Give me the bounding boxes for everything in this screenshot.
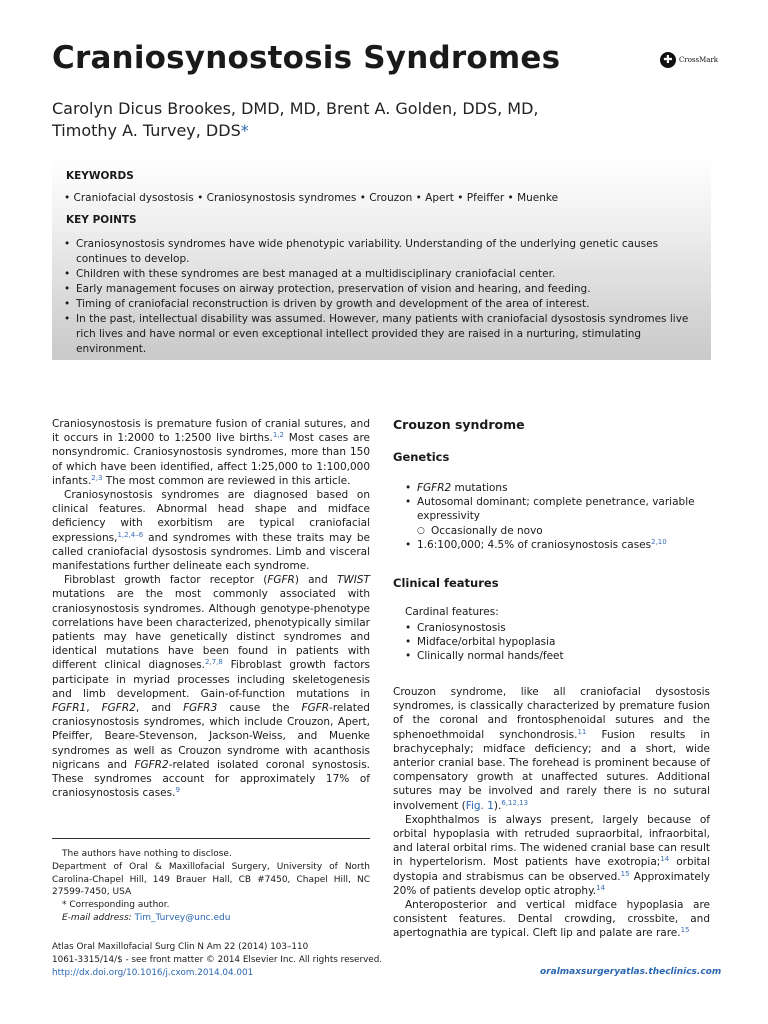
- citation-ref[interactable]: 2,10: [651, 537, 667, 546]
- key-point: • Timing of craniofacial reconstruction is driven by growth and development of the area of interest.: [64, 297, 704, 312]
- list-item: • FGFR2 mutations: [405, 481, 710, 495]
- citation-ref[interactable]: 15: [680, 926, 690, 935]
- corresponding-note: * Corresponding author.: [62, 900, 170, 911]
- keywords-box: [52, 158, 711, 360]
- key-point: • Craniosynostosis syndromes have wide phenotypic variability. Understanding of the underlying genetic causes continues to develop.: [64, 237, 704, 267]
- email-link[interactable]: Tim_Turvey@unc.edu: [134, 912, 231, 923]
- key-points-list: [64, 237, 704, 357]
- citation-ref[interactable]: 14: [596, 883, 606, 892]
- authors-line-2: [52, 120, 652, 142]
- crossmark-icon: ✚: [660, 52, 676, 68]
- list-item: • Craniosynostosis: [405, 621, 705, 635]
- paragraph-exophthalmos: Exophthalmos is always present, largely because of orbital hypoplasia with retruded supraorbital, infraorbital, and lateral orbital rims. The widened cranial base can result in hypertelorism. Most patients have exotropia;$^{14}$ orbital dystopia and strabismus can be observed.$^{15}$ Approximately 20% of patients develop optic atrophy.$^{14}$: [393, 813, 711, 897]
- paragraph-intro: Craniosynostosis is premature fusion of cranial sutures, and it occurs in 1:2000 to 1:2500 live births.$^{1,2}$ Most cases are nonsyndromic. Craniosynostosis syndromes, more than 150 of which have been identified, affect 1:25,000 to 1:100,000 infants.$^{2,3}$ The most common are reviewed in this article.: [52, 418, 370, 487]
- genetics-list: [405, 481, 710, 552]
- key-point: • Early management focuses on airway protection, preservation of vision and hearing, and feeding.: [64, 282, 704, 297]
- email-line: [52, 912, 370, 925]
- key-points-heading: KEY POINTS: [66, 214, 137, 226]
- figure-link[interactable]: Fig. 1: [465, 799, 494, 812]
- citation-ref[interactable]: 9: [175, 786, 180, 795]
- right-column-body: [393, 685, 710, 941]
- subheading-clinical-features: Clinical features: [393, 576, 499, 590]
- paragraph-crouzon-sutures: Crouzon syndrome, like all craniofacial dysostosis syndromes, is classically characterized by premature fusion of the coronal and frontosphenoidal sutures and the sphenoethmoidal synchondrosis.$^{11}$ Fusion results in brachycephaly; midface deficiency; and a short, wide anterior cranial base. The forehead is prominent because of compensatory growth at unaffected sutures. Additional sutures may be involved and rarely there is no sutural involvement (Fig. 1).$^{6,12,13}$: [393, 686, 710, 812]
- paragraph-midface: Anteroposterior and vertical midface hypoplasia are consistent features. Dental crowding, crossbite, and apertognathia are typical. Cleft lip and palate are rare.$^{15}$: [393, 899, 710, 940]
- citation-ref[interactable]: 11: [577, 727, 587, 736]
- crossmark-badge[interactable]: [660, 52, 718, 68]
- cardinal-features-list: [405, 621, 705, 664]
- section-heading-crouzon: Crouzon syndrome: [393, 417, 525, 432]
- corresponding-author-mark[interactable]: *: [240, 121, 249, 140]
- key-point: • In the past, intellectual disability was assumed. However, many patients with craniofacial dysostosis syndromes live rich lives and have normal or even exceptional intellect provided they are raised in a nurturing, stimulating environment.: [64, 312, 704, 357]
- keywords-heading: KEYWORDS: [66, 170, 134, 182]
- list-item: • 1.6:100,000; 4.5% of craniosynostosis cases$^{2,10}$: [405, 538, 710, 552]
- journal-website-link[interactable]: oralmaxsurgeryatlas.theclinics.com: [540, 967, 722, 977]
- citation-ref[interactable]: 1,2,4–6: [117, 530, 144, 539]
- journal-citation: Atlas Oral Maxillofacial Surg Clin N Am 22 (2014) 103–110: [52, 942, 309, 952]
- citation-ref[interactable]: 6,12,13: [501, 798, 529, 807]
- key-point: • Children with these syndromes are best managed at a multidisciplinary craniofacial center.: [64, 267, 704, 282]
- left-column-body: [52, 417, 370, 800]
- authors-line-1: Carolyn Dicus Brookes, DMD, MD, Brent A. Golden, DDS, MD,: [52, 99, 539, 118]
- list-item: • Midface/orbital hypoplasia: [405, 635, 705, 649]
- citation-ref[interactable]: 1,2: [272, 431, 284, 440]
- list-item: • Clinically normal hands/feet: [405, 649, 705, 663]
- footnotes: [52, 838, 370, 925]
- paragraph-diagnosis: Craniosynostosis syndromes are diagnosed based on clinical features. Abnormal head shape and midface deficiency with exorbitism are typical craniofacial expressions,$^{1,2,4-6}$ and syndromes with these traits may be called craniofacial dysostosis syndromes. Limb and visceral manifestations further delineate each syndrome.: [52, 489, 370, 573]
- citation-ref[interactable]: 2,3: [91, 473, 103, 482]
- authors-line-2-text: Timothy A. Turvey, DDS: [52, 121, 241, 140]
- journal-info: [52, 941, 382, 980]
- paragraph-fgfr: Fibroblast growth factor receptor (FGFR) and TWIST mutations are the most commonly associated with craniosynostosis syndromes. Although genotype-phenotype correlations have been characterized, phenotypically similar patients may have genetically distinct syndromes and identical mutations have been found in patients with different clinical diagnoses.$^{2,7,8}$ Fibroblast growth factors participate in myriad processes including skeletogenesis and limb development. Gain-of-function mutations in FGFR1, FGFR2, and FGFR3 cause the FGFR-related craniosynostosis syndromes, which include Crouzon, Apert, Pfeiffer, Beare-Stevenson, Jackson-Weiss, and Muenke syndromes as well as Crouzon syndrome with acanthosis nigricans and FGFR2-related isolated coronal synostosis. These syndromes account for approximately 17% of craniosynostosis cases.$^9$: [52, 574, 371, 800]
- keywords-list: • Craniofacial dysostosis • Craniosynostosis syndromes • Crouzon • Apert • Pfeiffer • Muenke: [64, 192, 559, 204]
- citation-ref[interactable]: 2,7,8: [205, 658, 223, 667]
- subheading-genetics: Genetics: [393, 450, 450, 464]
- citation-ref[interactable]: 14: [660, 855, 670, 864]
- list-item: • Autosomal dominant; complete penetrance, variable expressivity: [405, 495, 710, 523]
- citation-ref[interactable]: 15: [620, 869, 630, 878]
- list-subitem: ○ Occasionally de novo: [405, 524, 710, 538]
- doi-link[interactable]: http://dx.doi.org/10.1016/j.cxom.2014.04.001: [52, 968, 254, 978]
- copyright-line: 1061-3315/14/$ - see front matter © 2014 Elsevier Inc. All rights reserved.: [52, 955, 383, 965]
- author-list: [52, 98, 652, 142]
- disclosure-note: The authors have nothing to disclose.: [62, 849, 232, 859]
- crossmark-label: CrossMark: [679, 56, 719, 64]
- article-title: Craniosynostosis Syndromes: [52, 40, 561, 76]
- email-label: E-mail address:: [62, 912, 132, 923]
- affiliation-address: Department of Oral & Maxillofacial Surgery, University of North Carolina-Chapel Hill, 149 Brauer Hall, CB #7450, Chapel Hill, NC 27599-7450, USA: [52, 861, 370, 898]
- cardinal-features-label: Cardinal features:: [405, 606, 499, 618]
